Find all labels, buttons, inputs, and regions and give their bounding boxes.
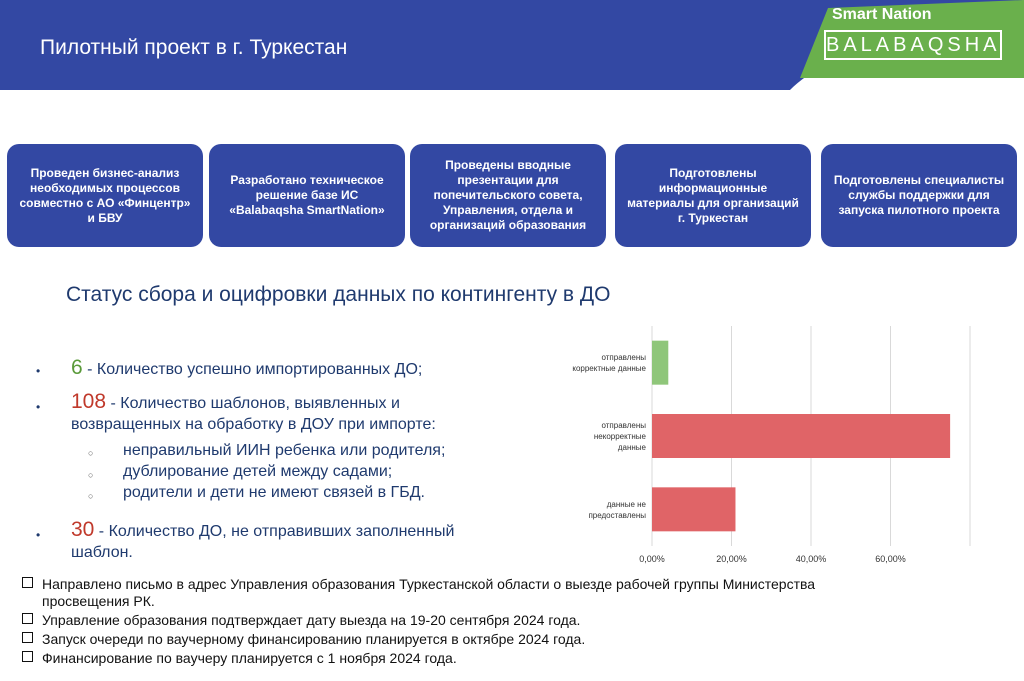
sub-item-no-links: родители и дети не имеют связей в ГБД. [123, 484, 425, 501]
logo-bottom-text: BALABAQSHA [824, 30, 1002, 60]
note-letter-text: Направлено письмо в адрес Управления образования Туркестанской области о выезде рабочей группы Министерства [42, 576, 816, 592]
status-item-returned [71, 392, 400, 413]
bullet-dot: • [36, 400, 41, 414]
chart-bar [652, 414, 950, 458]
not-sent-label-1: - Количество ДО, не отправивших заполненный [94, 523, 455, 540]
sub-item-wrong-iin: неправильный ИИН ребенка или родителя; [123, 442, 446, 459]
header-banner [0, 0, 1024, 90]
imported-count: 6 [71, 356, 83, 379]
note-date-confirmed [22, 612, 580, 629]
chart-bar [652, 341, 668, 385]
page-title: Пилотный проект в г. Туркестан [40, 36, 348, 59]
step-card-support-specialists: Подготовлены специалисты службы поддержки для запуска пилотного проекта [821, 144, 1017, 247]
chart-category-label: данные не предоставлены [588, 499, 646, 520]
status-item-not-sent [71, 520, 454, 541]
checkbox-icon [22, 577, 33, 588]
note-queue-launch [22, 631, 585, 648]
checkbox-icon [22, 632, 33, 643]
chart-tick-label: 20,00% [716, 554, 747, 564]
note-date-text: Управление образования подтверждает дату выезда на 19-20 сентября 2024 года. [42, 612, 581, 628]
sub-bullet-circle: ○ [88, 448, 94, 458]
status-heading: Статус сбора и оцифровки данных по контингенту в ДО [66, 283, 611, 306]
returned-label-1: - Количество шаблонов, выявленных и [106, 395, 400, 412]
sub-bullet-circle: ○ [88, 491, 94, 501]
sub-item-duplicates: дублирование детей между садами; [123, 463, 393, 480]
checkbox-icon [22, 651, 33, 662]
returned-count: 108 [71, 390, 107, 413]
chart-category-label: отправлены корректные данные [572, 353, 646, 374]
checkbox-icon [22, 613, 33, 624]
returned-label-2: возвращенных на обработку в ДОУ при импорте: [71, 416, 436, 433]
note-voucher-financing [22, 650, 457, 667]
chart-tick-label: 60,00% [875, 554, 906, 564]
logo-top-text: Smart Nation [832, 6, 932, 23]
smartnation-logo [818, 6, 1014, 68]
chart-canvas [540, 320, 990, 570]
note-queue-text: Запуск очереди по ваучерному финансированию планируется в октябре 2024 года. [42, 631, 586, 647]
sub-bullet-circle: ○ [88, 470, 94, 480]
chart-tick-label: 0,00% [639, 554, 665, 564]
step-card-business-analysis: Проведен бизнес-анализ необходимых процессов совместно с АО «Финцентр» и БВУ [7, 144, 203, 247]
chart-tick-label: 40,00% [795, 554, 827, 564]
note-letter-cont: просвещения РК. [42, 593, 155, 609]
status-bar-chart [540, 320, 990, 570]
not-sent-label-2: шаблон. [71, 544, 133, 561]
bullet-dot: • [36, 528, 41, 542]
not-sent-count: 30 [71, 518, 95, 541]
chart-category-label: отправлены некорректные данные [593, 421, 646, 452]
note-voucher-text: Финансирование по ваучеру планируется с 1 ноября 2024 года. [42, 650, 457, 666]
note-letter [22, 576, 815, 593]
step-card-presentations: Проведены вводные презентации для попечительского совета, Управления, отдела и организаций образования [410, 144, 606, 247]
chart-bar [652, 487, 735, 531]
status-item-imported [71, 358, 422, 379]
step-card-technical-solution: Разработано техническое решение базе ИС «Balabaqsha SmartNation» [209, 144, 405, 247]
bullet-dot: • [36, 364, 41, 378]
imported-label: - Количество успешно импортированных ДО; [82, 361, 423, 378]
step-card-info-materials: Подготовлены информационные материалы для организаций г. Туркестан [615, 144, 811, 247]
